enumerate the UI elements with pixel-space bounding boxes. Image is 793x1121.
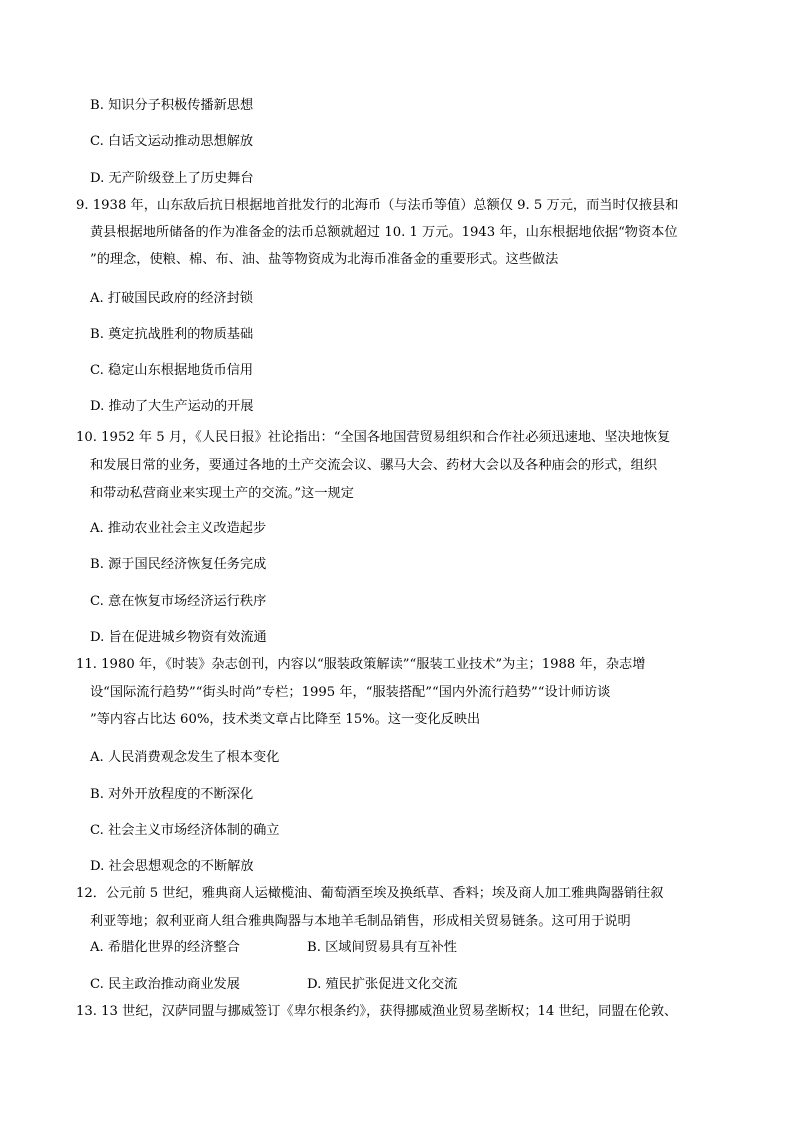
q10-option-a: A. 推动农业社会主义改造起步 bbox=[90, 521, 267, 536]
q12-stem-line-1: 12．公元前 5 世纪，雅典商人运橄榄油、葡萄酒至埃及换纸草、香料；埃及商人加工雅典陶器销往叙 bbox=[76, 886, 664, 901]
q11-option-a: A. 人民消费观念发生了根本变化 bbox=[90, 750, 280, 765]
q10-option-b: B. 源于国民经济恢复任务完成 bbox=[90, 557, 267, 572]
q12-option-a: A. 希腊化世界的经济整合 bbox=[90, 940, 240, 955]
q11-option-c: C. 社会主义市场经济体制的确立 bbox=[90, 823, 280, 838]
q11-option-d: D. 社会思想观念的不断解放 bbox=[90, 859, 254, 874]
q9-stem-line-1: 9. 1938 年，山东敌后抗日根据地首批发行的北海币（与法币等值）总额仅 9. 5 万元，而当时仅掖县和 bbox=[76, 198, 679, 213]
q10-stem-line-2: 和发展日常的业务，要通过各地的土产交流会议、骡马大会、药材大会以及各种庙会的形式，组织 bbox=[90, 458, 658, 473]
q9-stem-line-2: 黄县根据地所储备的作为准备金的法币总额就超过 10. 1 万元。1943 年，山东根据地依据“物资本位 bbox=[90, 225, 678, 240]
q9-option-c: C. 稳定山东根据地货币信用 bbox=[90, 363, 254, 378]
q10-option-c: C. 意在恢复市场经济运行秩序 bbox=[90, 594, 267, 609]
q9-option-b: B. 奠定抗战胜利的物质基础 bbox=[90, 327, 254, 342]
q9-option-d: D. 推动了大生产运动的开展 bbox=[90, 399, 254, 414]
q9-option-a: A. 打破国民政府的经济封锁 bbox=[90, 291, 253, 306]
q12-option-b: B. 区域间贸易具有互补性 bbox=[307, 940, 457, 955]
q11-stem-line-2: 设“国际流行趋势”“街头时尚”专栏；1995 年，“服装搭配”“国内外流行趋势”“设计师访谈 bbox=[90, 685, 611, 700]
q9-stem-line-3: ”的理念，使粮、棉、布、油、盐等物资成为北海币准备金的重要形式。这些做法 bbox=[90, 252, 559, 267]
q8-option-b: B. 知识分子积极传播新思想 bbox=[90, 98, 254, 113]
q10-stem-line-1: 10. 1952 年 5 月，《人民日报》社论指出：“全国各地国营贸易组织和合作社必须迅速地、坚决地恢复 bbox=[76, 430, 671, 445]
q10-option-d: D. 旨在促进城乡物资有效流通 bbox=[90, 630, 267, 645]
q13-stem-line-1: 13. 13 世纪，汉萨同盟与挪威签订《卑尔根条约》，获得挪威渔业贸易垄断权；14 世纪，同盟在伦敦、 bbox=[76, 1004, 678, 1019]
q12-stem-line-2: 利亚等地；叙利亚商人组合雅典陶器与本地羊毛制品销售，形成相关贸易链条。这可用于说明 bbox=[90, 914, 631, 929]
q12-option-d: D. 殖民扩张促进文化交流 bbox=[307, 977, 458, 992]
q11-stem-line-3: ”等内容占比达 60%，技术类文章占比降至 15%。这一变化反映出 bbox=[90, 712, 481, 727]
q12-option-c: C. 民主政治推动商业发展 bbox=[90, 977, 240, 992]
q8-option-d: D. 无产阶级登上了历史舞台 bbox=[90, 171, 254, 186]
q10-stem-line-3: 和带动私营商业来实现土产的交流。”这一规定 bbox=[90, 486, 354, 501]
q11-option-b: B. 对外开放程度的不断深化 bbox=[90, 787, 254, 802]
q11-stem-line-1: 11. 1980 年，《时装》杂志创刊，内容以“服装政策解读”“服装工业技术”为主；1988 年，杂志增 bbox=[76, 657, 646, 672]
q8-option-c: C. 白话文运动推动思想解放 bbox=[90, 134, 254, 149]
